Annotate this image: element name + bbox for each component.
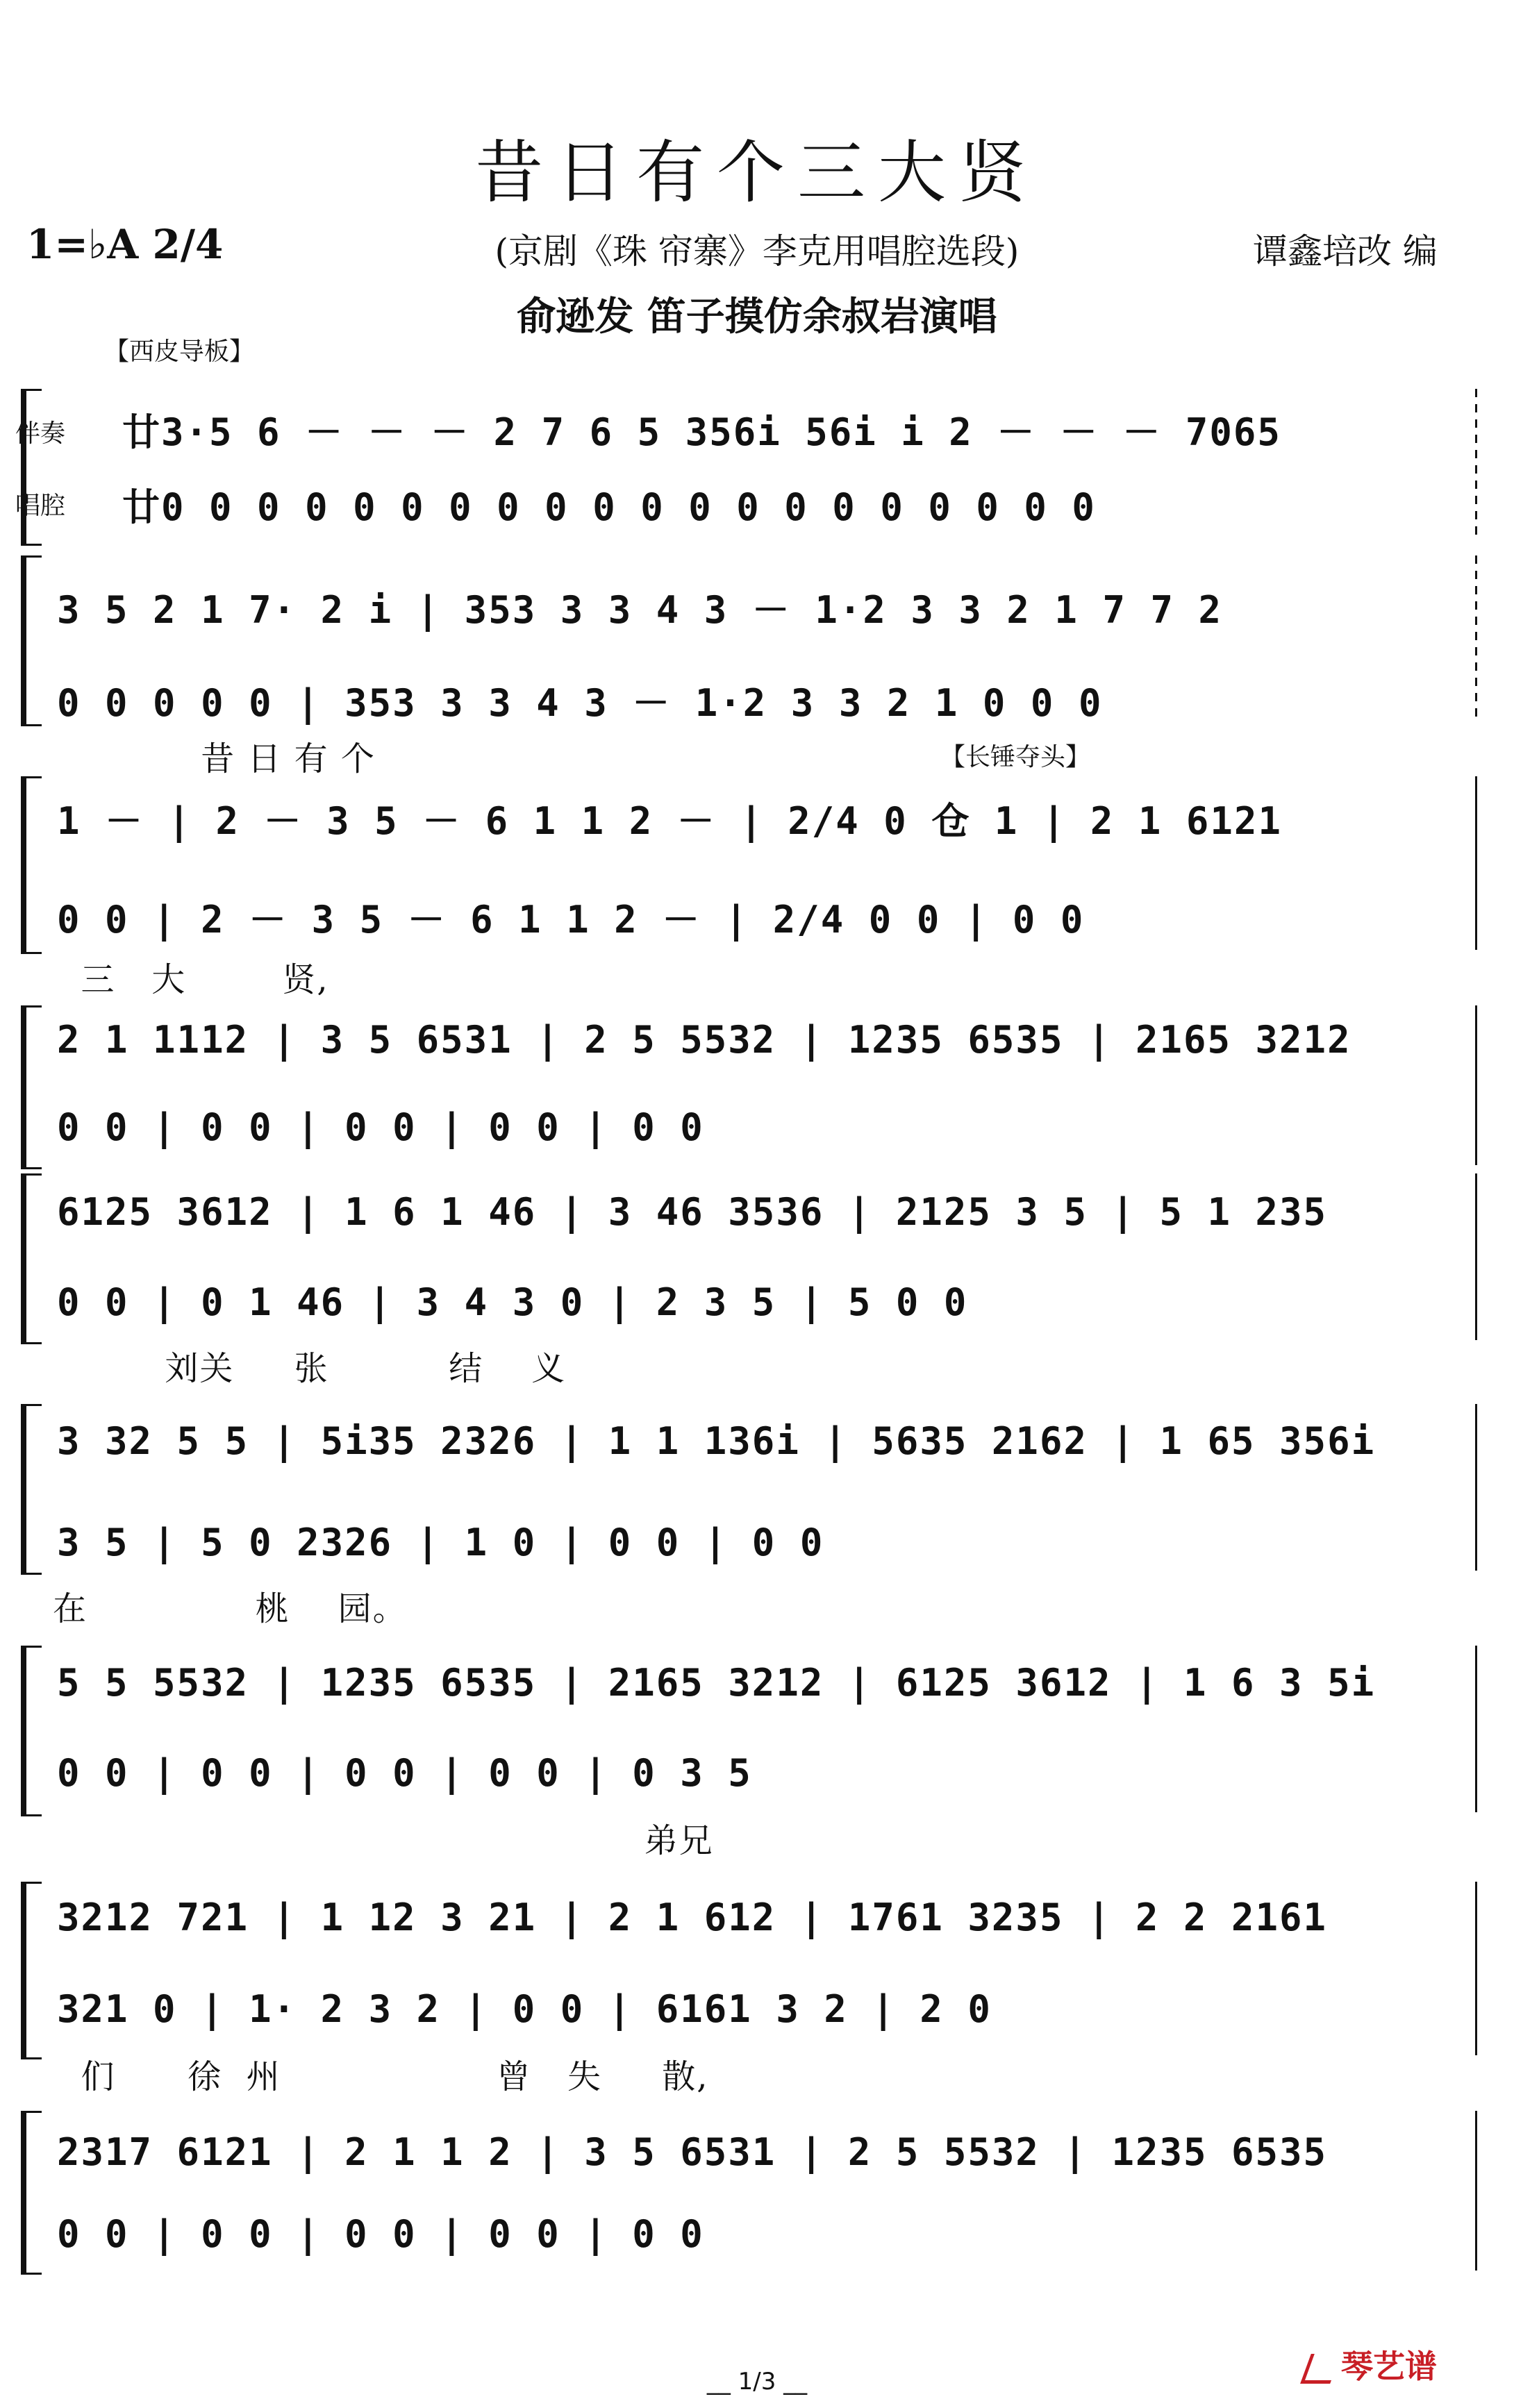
bar-line — [1475, 2111, 1477, 2271]
system-bracket — [21, 1404, 42, 1575]
arranger: 谭鑫培改 编 — [1253, 231, 1438, 271]
section-label-xipi-daoban: 【西皮导板】 — [104, 337, 255, 366]
part-label-vocal: 唱腔 — [15, 492, 66, 520]
bar-line — [1475, 776, 1477, 950]
logo-mark-icon — [1300, 2354, 1341, 2384]
staff-accompaniment: 3212 721 | 1 12 3 21 | 2 1 612 | 1761 3235 | 2 2 2161 — [57, 1896, 1328, 1939]
system-bracket — [21, 2111, 42, 2275]
staff-vocal: 0 0 | 0 0 | 0 0 | 0 0 | 0 0 — [57, 1105, 704, 1149]
page-title: 昔日有个三大贤 — [474, 133, 1039, 212]
bar-line — [1475, 1882, 1477, 2055]
bar-line — [1475, 1005, 1477, 1165]
staff-vocal: 0 0 | 0 0 | 0 0 | 0 0 | 0 0 — [57, 2212, 704, 2256]
system-bracket — [21, 555, 42, 726]
staff-accompaniment: 3 5 2 1 7· 2 i | 353 3 3 4 3 － 1·2 3 3 2 1 7 7 2 — [57, 588, 1223, 632]
staff-accompaniment: 1 － | 2 － 3 5 － 6 1 1 2 － | 2/4 0 仓 1 | 2 1 6121 — [57, 799, 1282, 843]
lyric-line: 三 大 贤, — [57, 960, 329, 999]
staff-accompaniment: 2 1 1112 | 3 5 6531 | 2 5 5532 | 1235 6535 | 2165 3212 — [57, 1018, 1351, 1062]
performers: 俞逊发 笛子摸仿余叔岩演唱 — [517, 294, 997, 340]
bar-line — [1475, 1646, 1477, 1812]
lyric-line: 在 桃 园。 — [53, 1589, 408, 1628]
logo-text: 琴艺谱 — [1341, 2348, 1437, 2385]
staff-vocal: 321 0 | 1· 2 3 2 | 0 0 | 6161 3 2 | 2 0 — [57, 1987, 992, 2031]
staff-vocal: 0 0 | 2 － 3 5 － 6 1 1 2 － | 2/4 0 0 | 0 0 — [57, 898, 1085, 942]
subtitle: (京剧《珠 帘寨》李克用唱腔选段) — [494, 231, 1020, 271]
staff-vocal: 廿0 0 0 0 0 0 0 0 0 0 0 0 0 0 0 0 0 0 0 0 — [122, 485, 1096, 529]
staff-accompaniment: 6125 3612 | 1 6 1 46 | 3 46 3536 | 2125 3 5 | 5 1 235 — [57, 1190, 1328, 1234]
staff-vocal: 0 0 | 0 1 46 | 3 4 3 0 | 2 3 5 | 5 0 0 — [57, 1280, 968, 1324]
system-bracket — [21, 1646, 42, 1816]
staff-vocal: 0 0 | 0 0 | 0 0 | 0 0 | 0 3 5 — [57, 1751, 752, 1795]
staff-accompaniment: 廿3·5 6 － － － 2 7 6 5 356i 56i i 2 － － － 7065 — [122, 410, 1281, 454]
system-bracket — [21, 776, 42, 954]
system-bracket — [21, 1882, 42, 2059]
staff-accompaniment: 2317 6121 | 2 1 1 2 | 3 5 6531 | 2 5 5532 | 1235 6535 — [57, 2130, 1328, 2174]
key-signature: 1=♭A 2/4 — [26, 221, 224, 268]
lyric-line: 昔 日 有 个 — [57, 739, 376, 778]
section-label-changchui-duotou: 【长锤夺头】 — [940, 743, 1091, 771]
staff-vocal: 3 5 | 5 0 2326 | 1 0 | 0 0 | 0 0 — [57, 1521, 824, 1564]
bar-line — [1475, 389, 1477, 542]
system-bracket — [21, 389, 42, 546]
bar-line — [1475, 1404, 1477, 1571]
staff-accompaniment: 3 32 5 5 | 5i35 2326 | 1 1 136i | 5635 2162 | 1 65 356i — [57, 1419, 1376, 1463]
part-label-accompaniment: 伴奏 — [15, 419, 66, 448]
bar-line — [1475, 555, 1477, 722]
system-bracket — [21, 1005, 42, 1169]
lyric-line: 们 徐 州 曾 失 散, — [57, 2057, 709, 2096]
brand-logo — [1306, 2341, 1437, 2387]
staff-vocal: 0 0 0 0 0 | 353 3 3 4 3 － 1·2 3 3 2 1 0 0 0 — [57, 681, 1103, 725]
lyric-line: 刘关 张 结 义 — [57, 1349, 567, 1388]
page-number: __ 1/3 __ — [706, 2368, 808, 2396]
lyric-line: 弟兄 — [57, 1821, 714, 1860]
staff-accompaniment: 5 5 5532 | 1235 6535 | 2165 3212 | 6125 3612 | 1 6 3 5i — [57, 1661, 1376, 1705]
system-bracket — [21, 1173, 42, 1344]
bar-line — [1475, 1173, 1477, 1340]
